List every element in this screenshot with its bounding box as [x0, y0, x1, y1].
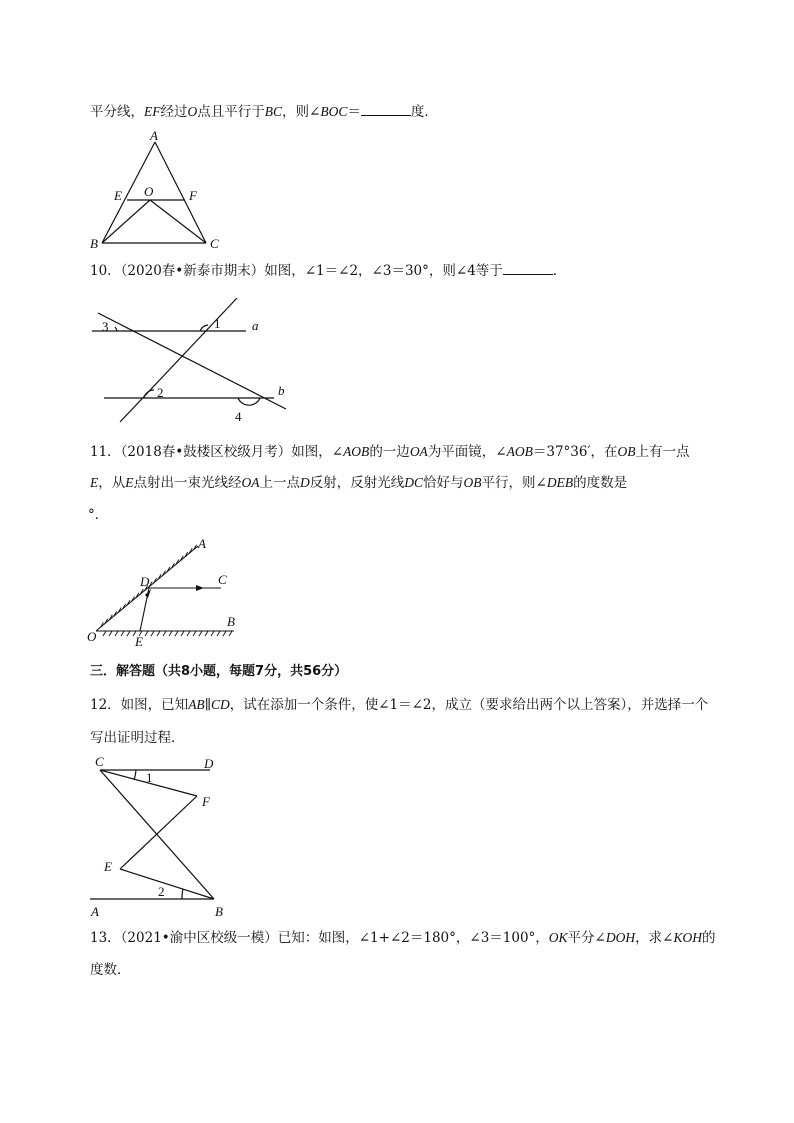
q12-l1e: ，试在添加一个条件，使∠1＝∠2，成立（要求给出两个以上答案），并选择一个	[229, 697, 709, 713]
q9-t5: 点且平行于	[197, 104, 265, 120]
q11-l2n: 的度数是	[573, 475, 628, 491]
ground-hatch-mark	[187, 631, 190, 636]
q13-l1b: OK	[548, 930, 568, 945]
q11-l1i: 上有一点	[635, 444, 690, 460]
q13-l1c: 平分∠	[567, 930, 606, 946]
ground-hatch-mark	[103, 631, 106, 636]
q12-l2: 写出证明过程．	[90, 730, 185, 746]
q13-l1a: 13．（2021•渝中区校级一模）已知：如图，∠1+∠2＝180°，∠3＝100°，	[90, 930, 549, 946]
q10-label-b: b	[278, 383, 285, 398]
q9-label-E: E	[114, 188, 122, 203]
q9-t9: ＝	[347, 104, 361, 120]
ground-hatch-mark	[181, 631, 184, 636]
q11-label-O: O	[87, 629, 97, 644]
q12-l1c: ∥	[204, 697, 211, 713]
q13-line-1	[90, 929, 715, 947]
q11-arrow-dc	[196, 585, 204, 591]
q11-l2a: E	[90, 475, 99, 490]
q11-l1g: ＝37°36′，在	[532, 444, 618, 460]
ground-hatch-mark	[163, 631, 166, 636]
q12-label-E: E	[104, 859, 112, 874]
q11-l2c: E	[125, 475, 134, 490]
q10-label-3: 3	[102, 319, 109, 334]
ground-hatch-mark	[121, 631, 124, 636]
ground-hatch-mark	[229, 631, 232, 636]
q9-answer-blank	[361, 103, 411, 116]
q11-figure	[86, 536, 256, 648]
q11-label-E: E	[135, 634, 143, 649]
q11-line-3	[88, 506, 108, 524]
q12-l1b: AB	[188, 697, 205, 712]
q9-label-F: F	[189, 188, 197, 203]
q11-l1d: OA	[409, 444, 428, 459]
q11-l2d: 点射出一束光线经	[133, 475, 242, 491]
q11-label-D: D	[140, 574, 150, 589]
section-3-heading: 三．解答题（共8小题，每题7分，共56分）	[90, 664, 348, 679]
q13-l2: 度数．	[90, 962, 131, 978]
q9-t8: BOC	[320, 104, 348, 119]
q13-line-2	[90, 961, 131, 979]
q11-l1h: OB	[617, 444, 636, 459]
q10-answer-blank	[503, 262, 553, 275]
ground-hatch-mark	[169, 631, 172, 636]
q13-l1d: DOH	[605, 930, 636, 945]
q9-t3: 经过	[160, 104, 188, 120]
q12-label-D: D	[204, 756, 214, 771]
q10-label-4: 4	[235, 409, 242, 424]
q11-line-2	[90, 474, 627, 492]
q10-text	[90, 262, 566, 280]
ground-hatch-mark	[217, 631, 220, 636]
q11-line-1	[90, 443, 690, 461]
q9-text	[90, 103, 438, 121]
q11-l2h: 反射，反射光线	[309, 475, 405, 491]
q11-l2k: OB	[463, 475, 482, 490]
q11-l1e: 为平面镜，∠	[427, 444, 507, 460]
ground-hatch-mark	[199, 631, 202, 636]
q11-l1c: 的一边	[369, 444, 410, 460]
q11-label-C: C	[218, 572, 227, 587]
q10-end: ．	[552, 263, 567, 279]
q13-l1e: ，求∠	[635, 930, 674, 946]
q12-line-2	[90, 729, 185, 747]
q9-label-C: C	[210, 236, 219, 251]
q12-label-A: A	[91, 904, 99, 919]
q12-line-1	[90, 696, 708, 714]
q9-figure	[86, 128, 226, 253]
ground-hatch-mark	[205, 631, 208, 636]
q9-t10: 度．	[410, 104, 438, 120]
q11-l1b: AOB	[343, 444, 370, 459]
q10-label-2: 2	[157, 385, 164, 400]
q11-l1f: AOB	[506, 444, 533, 459]
q12-label-C: C	[95, 754, 104, 769]
q11-l2f: 上一点	[259, 475, 300, 491]
q12-label-2: 2	[158, 884, 165, 899]
ground-hatch-mark	[223, 631, 226, 636]
q12-label-F: F	[202, 794, 210, 809]
q12-figure	[86, 754, 236, 919]
q11-l2j: 恰好与	[423, 475, 464, 491]
q11-label-A: A	[198, 536, 206, 551]
q9-label-O: O	[144, 184, 154, 199]
q13-l1g: 的	[701, 930, 716, 946]
q11-l2e: OA	[241, 475, 260, 490]
q13-l1f: KOH	[673, 930, 702, 945]
q12-l1d: CD	[210, 697, 230, 712]
ground-hatch-mark	[109, 631, 112, 636]
q11-l2g: D	[300, 475, 310, 490]
q9-t1: 平分线，	[90, 104, 144, 120]
q11-l2l: 平行，则∠	[481, 475, 547, 491]
ground-hatch-mark	[193, 631, 196, 636]
q9-t2: EF	[144, 104, 161, 119]
q12-l1a: 12．如图，已知	[90, 697, 189, 713]
q11-label-B: B	[227, 614, 235, 629]
ground-hatch-mark	[175, 631, 178, 636]
q9-label-B: B	[90, 236, 98, 251]
ground-hatch-mark	[151, 631, 154, 636]
ground-hatch-mark	[211, 631, 214, 636]
q12-label-B: B	[215, 904, 223, 919]
q11-l1a: 11．（2018春•鼓楼区校级月考）如图，∠	[90, 444, 344, 460]
q10-figure	[90, 294, 300, 429]
ground-hatch-mark	[145, 631, 148, 636]
ground-hatch-mark	[127, 631, 130, 636]
q11-l2i: DC	[404, 475, 424, 490]
q10-label-a: a	[252, 318, 259, 333]
q12-label-1: 1	[146, 770, 153, 785]
q9-t4: O	[187, 104, 198, 119]
q11-l2m: DEB	[546, 475, 574, 490]
ground-hatch-mark	[115, 631, 118, 636]
q11-l2b: ，从	[98, 475, 126, 491]
q11-l3: °．	[88, 507, 109, 523]
ground-hatch-mark	[157, 631, 160, 636]
q9-t6: BC	[264, 104, 283, 119]
q9-t7: ，则∠	[282, 104, 321, 120]
q9-label-A: A	[150, 128, 158, 143]
q10-label-1: 1	[214, 316, 221, 331]
q10-prompt: 10．（2020春•新泰市期末）如图，∠1＝∠2，∠3＝30°，则∠4等于	[90, 263, 503, 279]
